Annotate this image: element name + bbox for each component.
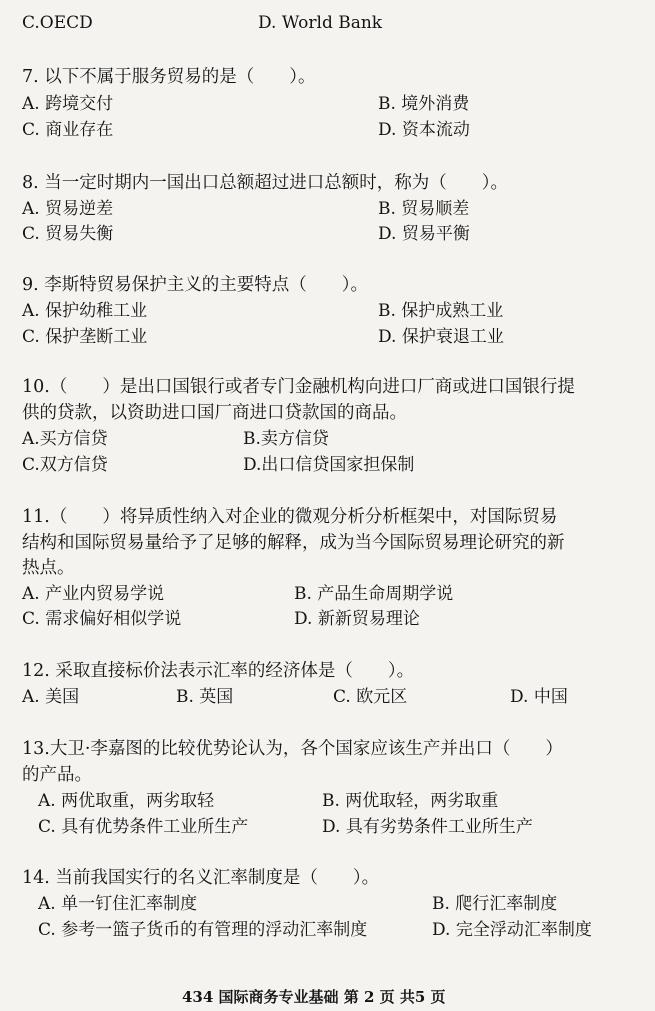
q9-stem: 9. 李斯特贸易保护主义的主要特点（ ）。 (22, 275, 369, 295)
q12-option-b: B. 英国 (176, 687, 234, 707)
q14-option-d: D. 完全浮动汇率制度 (432, 920, 592, 940)
q12-option-a: A. 美国 (22, 687, 80, 707)
q9-option-a: A. 保护幼稚工业 (22, 301, 148, 321)
q9-option-c: C. 保护垄断工业 (22, 327, 148, 347)
q8-option-c: C. 贸易失衡 (22, 224, 114, 244)
q12-option-c: C. 欧元区 (333, 687, 408, 707)
q7-stem: 7. 以下不属于服务贸易的是（ ）。 (22, 67, 316, 87)
q13-stem-line2: 的产品。 (22, 765, 92, 785)
q7-option-d: D. 资本流动 (378, 120, 470, 140)
q14-stem: 14. 当前我国实行的名义汇率制度是（ ）。 (22, 868, 380, 888)
q13-stem-line1: 13.大卫·李嘉图的比较优势论认为，各个国家应该生产并出口（ ） (22, 739, 563, 759)
q11-stem-line2: 结构和国际贸易量给予了足够的解释，成为当今国际贸易理论研究的新 (22, 533, 565, 553)
q11-stem-line3: 热点。 (22, 558, 75, 578)
q11-option-b: B. 产品生命周期学说 (294, 584, 454, 604)
q10-option-a: A.买方信贷 (22, 429, 108, 449)
q9-option-d: D. 保护衰退工业 (378, 327, 504, 347)
q11-option-c: C. 需求偏好相似学说 (22, 609, 182, 629)
q7-option-c: C. 商业存在 (22, 120, 114, 140)
q8-option-b: B. 贸易顺差 (378, 199, 470, 219)
q14-option-c: C. 参考一篮子货币的有管理的浮动汇率制度 (38, 920, 368, 940)
q7-option-b: B. 境外消费 (378, 94, 470, 114)
q11-option-a: A. 产业内贸易学说 (22, 584, 165, 604)
q13-option-d: D. 具有劣势条件工业所生产 (322, 817, 533, 837)
q12-stem: 12. 采取直接标价法表示汇率的经济体是（ ）。 (22, 661, 415, 681)
q14-option-a: A. 单一钉住汇率制度 (38, 894, 198, 914)
q10-option-d: D.出口信贷国家担保制 (243, 455, 415, 475)
q8-option-a: A. 贸易逆差 (22, 199, 114, 219)
q10-option-b: B.卖方信贷 (243, 429, 329, 449)
q14-option-b: B. 爬行汇率制度 (432, 894, 558, 914)
prev-option-c: C.OECD (22, 13, 93, 33)
page-footer: 434 国际商务专业基础 第 2 页 共5 页 (182, 988, 446, 1006)
q7-option-a: A. 跨境交付 (22, 94, 114, 114)
q12-option-d: D. 中国 (510, 687, 568, 707)
q9-option-b: B. 保护成熟工业 (378, 301, 504, 321)
q8-option-d: D. 贸易平衡 (378, 224, 470, 244)
q8-stem: 8. 当一定时期内一国出口总额超过进口总额时，称为（ ）。 (22, 173, 509, 193)
q13-option-b: B. 两优取轻，两劣取重 (322, 791, 499, 811)
q11-stem-line1: 11.（ ）将异质性纳入对企业的微观分析分析框架中，对国际贸易 (22, 507, 558, 527)
q10-stem-line2: 供的贷款，以资助进口国厂商进口贷款国的商品。 (22, 403, 407, 423)
q11-option-d: D. 新新贸易理论 (294, 609, 420, 629)
q13-option-a: A. 两优取重，两劣取轻 (38, 791, 215, 811)
q13-option-c: C. 具有优势条件工业所生产 (38, 817, 249, 837)
q10-stem-line1: 10.（ ）是出口国银行或者专门金融机构向进口厂商或进口国银行提 (22, 377, 575, 397)
q10-option-c: C.双方信贷 (22, 455, 108, 475)
prev-option-d: D. World Bank (258, 13, 383, 33)
